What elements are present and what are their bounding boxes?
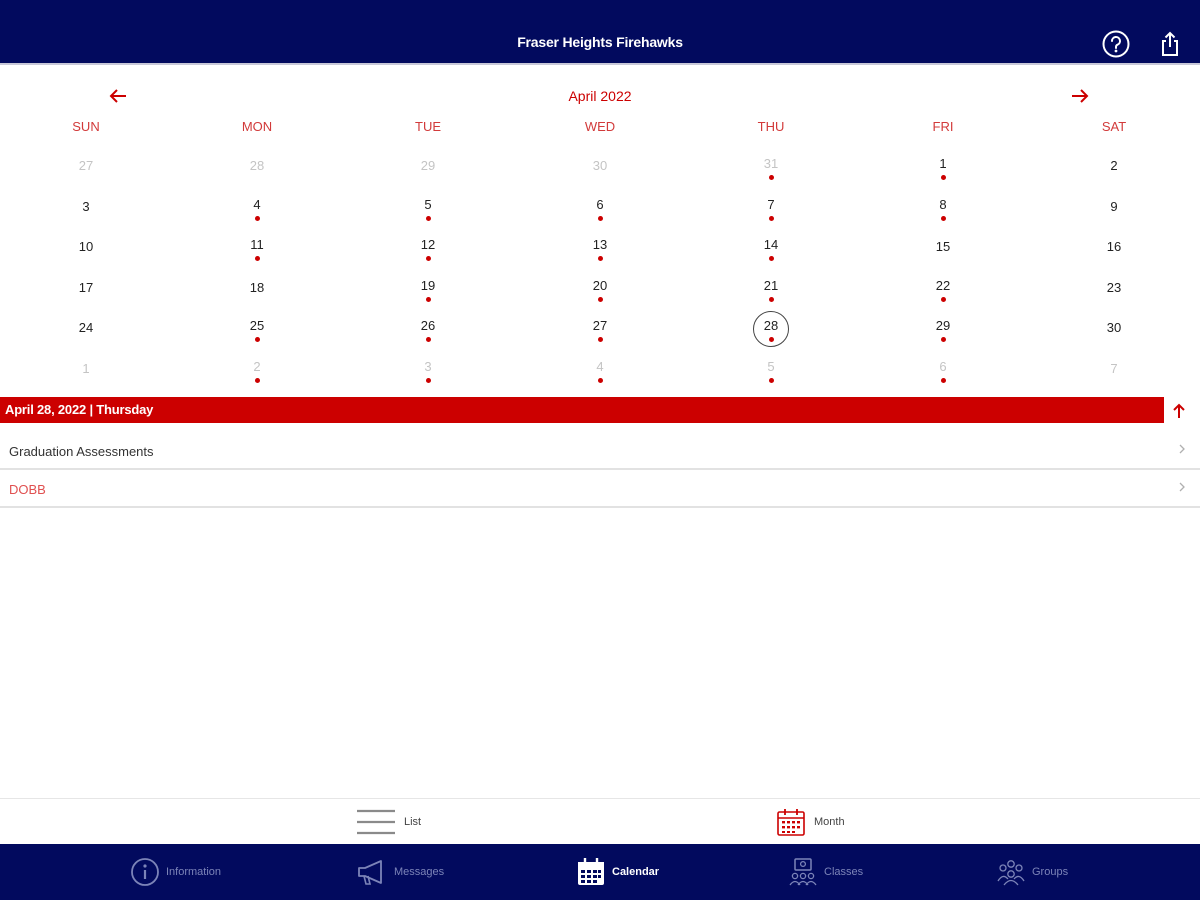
calendar-day[interactable]	[570, 189, 630, 229]
event-indicator-dot	[255, 216, 260, 221]
event-row[interactable]	[0, 470, 1200, 508]
calendar-day[interactable]	[398, 189, 458, 229]
tab-label: Groups	[1032, 866, 1069, 878]
event-indicator-dot	[255, 378, 260, 383]
chevron-right-icon	[1176, 442, 1188, 456]
day-number: 1	[939, 156, 947, 171]
classes-icon	[788, 857, 818, 887]
day-number: 6	[596, 197, 604, 212]
day-number: 29	[420, 158, 436, 173]
calendar-day[interactable]	[56, 351, 116, 391]
selected-date-bar	[0, 397, 1164, 423]
day-number: 3	[424, 359, 432, 374]
calendar-day[interactable]	[398, 310, 458, 350]
app-header	[0, 0, 1200, 65]
tab-messages[interactable]	[356, 844, 444, 900]
collapse-up-arrow-icon[interactable]	[1166, 398, 1192, 424]
calendar-day-grid	[0, 148, 1200, 392]
calendar-day[interactable]	[1084, 189, 1144, 229]
app-title: Fraser Heights Firehawks	[517, 34, 683, 50]
day-number: 25	[249, 318, 265, 333]
calendar-day[interactable]	[1084, 229, 1144, 269]
calendar-day[interactable]	[913, 189, 973, 229]
event-indicator-dot	[941, 297, 946, 302]
day-number: 30	[1106, 320, 1122, 335]
event-indicator-dot	[598, 337, 603, 342]
calendar-day[interactable]	[398, 229, 458, 269]
month-calendar-icon	[776, 807, 806, 837]
day-number: 12	[420, 237, 436, 252]
day-number: 1	[82, 361, 90, 376]
calendar-day[interactable]	[227, 310, 287, 350]
day-number: 27	[592, 318, 608, 333]
calendar-day[interactable]	[56, 270, 116, 310]
event-indicator-dot	[769, 175, 774, 180]
calendar-day[interactable]	[1084, 351, 1144, 391]
event-indicator-dot	[255, 256, 260, 261]
list-icon	[356, 807, 396, 837]
bottom-tab-bar	[0, 844, 1200, 900]
event-indicator-dot	[769, 378, 774, 383]
view-toggle-bar	[0, 798, 1200, 844]
calendar-day[interactable]	[913, 229, 973, 269]
calendar-day[interactable]	[227, 351, 287, 391]
day-number: 17	[78, 280, 94, 295]
day-number: 24	[78, 320, 94, 335]
day-number: 13	[592, 237, 608, 252]
event-indicator-dot	[941, 175, 946, 180]
day-number: 9	[1110, 199, 1118, 214]
calendar-day[interactable]	[570, 148, 630, 188]
calendar-day[interactable]	[1084, 310, 1144, 350]
day-number: 4	[253, 197, 261, 212]
day-number: 2	[1110, 158, 1118, 173]
weekday-label: SUN	[72, 119, 100, 134]
calendar-day[interactable]	[398, 148, 458, 188]
day-number: 15	[935, 239, 951, 254]
event-indicator-dot	[426, 297, 431, 302]
calendar-day[interactable]	[913, 310, 973, 350]
calendar-day[interactable]	[398, 270, 458, 310]
day-number: 5	[424, 197, 432, 212]
day-number: 6	[939, 359, 947, 374]
day-number: 7	[767, 197, 775, 212]
tab-calendar[interactable]	[576, 844, 659, 900]
tab-information[interactable]	[130, 844, 221, 900]
calendar-day[interactable]	[1084, 270, 1144, 310]
calendar-day[interactable]	[741, 189, 801, 229]
event-indicator-dot	[426, 256, 431, 261]
event-title: DOBB	[9, 482, 46, 497]
list-view-label: List	[404, 816, 422, 828]
event-indicator-dot	[598, 297, 603, 302]
calendar-day[interactable]	[913, 351, 973, 391]
month-view-label: Month	[814, 816, 845, 828]
event-indicator-dot	[941, 378, 946, 383]
groups-icon	[996, 857, 1026, 887]
day-number: 31	[763, 156, 779, 171]
day-number: 26	[420, 318, 436, 333]
weekday-label: WED	[584, 119, 616, 134]
tab-label: Information	[166, 866, 222, 878]
day-number: 2	[253, 359, 261, 374]
event-indicator-dot	[426, 216, 431, 221]
event-indicator-dot	[941, 216, 946, 221]
event-indicator-dot	[426, 378, 431, 383]
day-number: 4	[596, 359, 604, 374]
calendar-day[interactable]	[741, 148, 801, 188]
day-number: 11	[250, 237, 264, 252]
event-indicator-dot	[769, 256, 774, 261]
event-row[interactable]	[0, 432, 1200, 470]
calendar-day[interactable]	[741, 310, 801, 350]
weekday-label: THU	[757, 119, 785, 134]
calendar-day[interactable]	[570, 351, 630, 391]
event-indicator-dot	[598, 378, 603, 383]
day-number: 21	[763, 278, 779, 293]
calendar-day[interactable]	[913, 148, 973, 188]
calendar-day[interactable]	[570, 310, 630, 350]
weekday-label: SAT	[1101, 119, 1127, 134]
help-circle-icon[interactable]	[1100, 28, 1132, 60]
calendar-day[interactable]	[741, 270, 801, 310]
calendar-day[interactable]	[1084, 148, 1144, 188]
calendar-day[interactable]	[570, 229, 630, 269]
day-number: 8	[939, 197, 947, 212]
calendar-day[interactable]	[741, 229, 801, 269]
weekday-label: FRI	[932, 119, 954, 134]
calendar-day[interactable]	[56, 189, 116, 229]
day-number: 19	[420, 278, 436, 293]
calendar-day[interactable]	[227, 148, 287, 188]
event-indicator-dot	[769, 337, 774, 342]
tab-label: Calendar	[612, 866, 660, 878]
selected-date-label: April 28, 2022 | Thursday	[5, 402, 154, 417]
tab-classes[interactable]	[788, 844, 863, 900]
calendar-day[interactable]	[227, 189, 287, 229]
day-number: 29	[935, 318, 951, 333]
weekday-label: MON	[241, 119, 273, 134]
event-indicator-dot	[598, 256, 603, 261]
day-number: 18	[249, 280, 265, 295]
day-number: 5	[767, 359, 775, 374]
calendar-day[interactable]	[913, 270, 973, 310]
event-indicator-dot	[769, 297, 774, 302]
share-icon[interactable]	[1154, 28, 1186, 60]
month-view-button[interactable]	[776, 799, 845, 845]
megaphone-icon	[356, 858, 388, 886]
event-indicator-dot	[255, 337, 260, 342]
weekday-label: TUE	[415, 119, 441, 134]
event-indicator-dot	[941, 337, 946, 342]
month-navigation	[0, 80, 1200, 112]
day-number: 22	[935, 278, 951, 293]
calendar-day[interactable]	[227, 270, 287, 310]
day-number: 16	[1106, 239, 1122, 254]
tab-label: Messages	[394, 866, 445, 878]
day-number: 10	[78, 239, 94, 254]
weekday-header	[0, 119, 1200, 139]
day-number: 28	[249, 158, 265, 173]
event-indicator-dot	[426, 337, 431, 342]
calendar-day[interactable]	[398, 351, 458, 391]
calendar-day[interactable]	[56, 310, 116, 350]
month-title: April 2022	[568, 88, 632, 104]
next-month-arrow-icon[interactable]	[1066, 82, 1094, 110]
day-number: 28	[763, 318, 779, 333]
info-icon	[130, 857, 160, 887]
day-number: 23	[1106, 280, 1122, 295]
tab-label: Classes	[824, 866, 864, 878]
event-indicator-dot	[769, 216, 774, 221]
day-number: 20	[592, 278, 608, 293]
list-view-button[interactable]	[356, 799, 421, 845]
event-indicator-dot	[598, 216, 603, 221]
calendar-icon	[576, 857, 606, 887]
day-number: 30	[592, 158, 608, 173]
day-number: 27	[78, 158, 94, 173]
event-title: Graduation Assessments	[9, 444, 154, 459]
events-list	[0, 432, 1200, 508]
tab-groups[interactable]	[996, 844, 1068, 900]
calendar-day[interactable]	[741, 351, 801, 391]
day-number: 14	[763, 237, 779, 252]
day-number: 7	[1110, 361, 1118, 376]
calendar-day[interactable]	[56, 148, 116, 188]
chevron-right-icon	[1176, 480, 1188, 494]
calendar-day[interactable]	[56, 229, 116, 269]
day-number: 3	[82, 199, 90, 214]
calendar-day[interactable]	[570, 270, 630, 310]
calendar-day[interactable]	[227, 229, 287, 269]
